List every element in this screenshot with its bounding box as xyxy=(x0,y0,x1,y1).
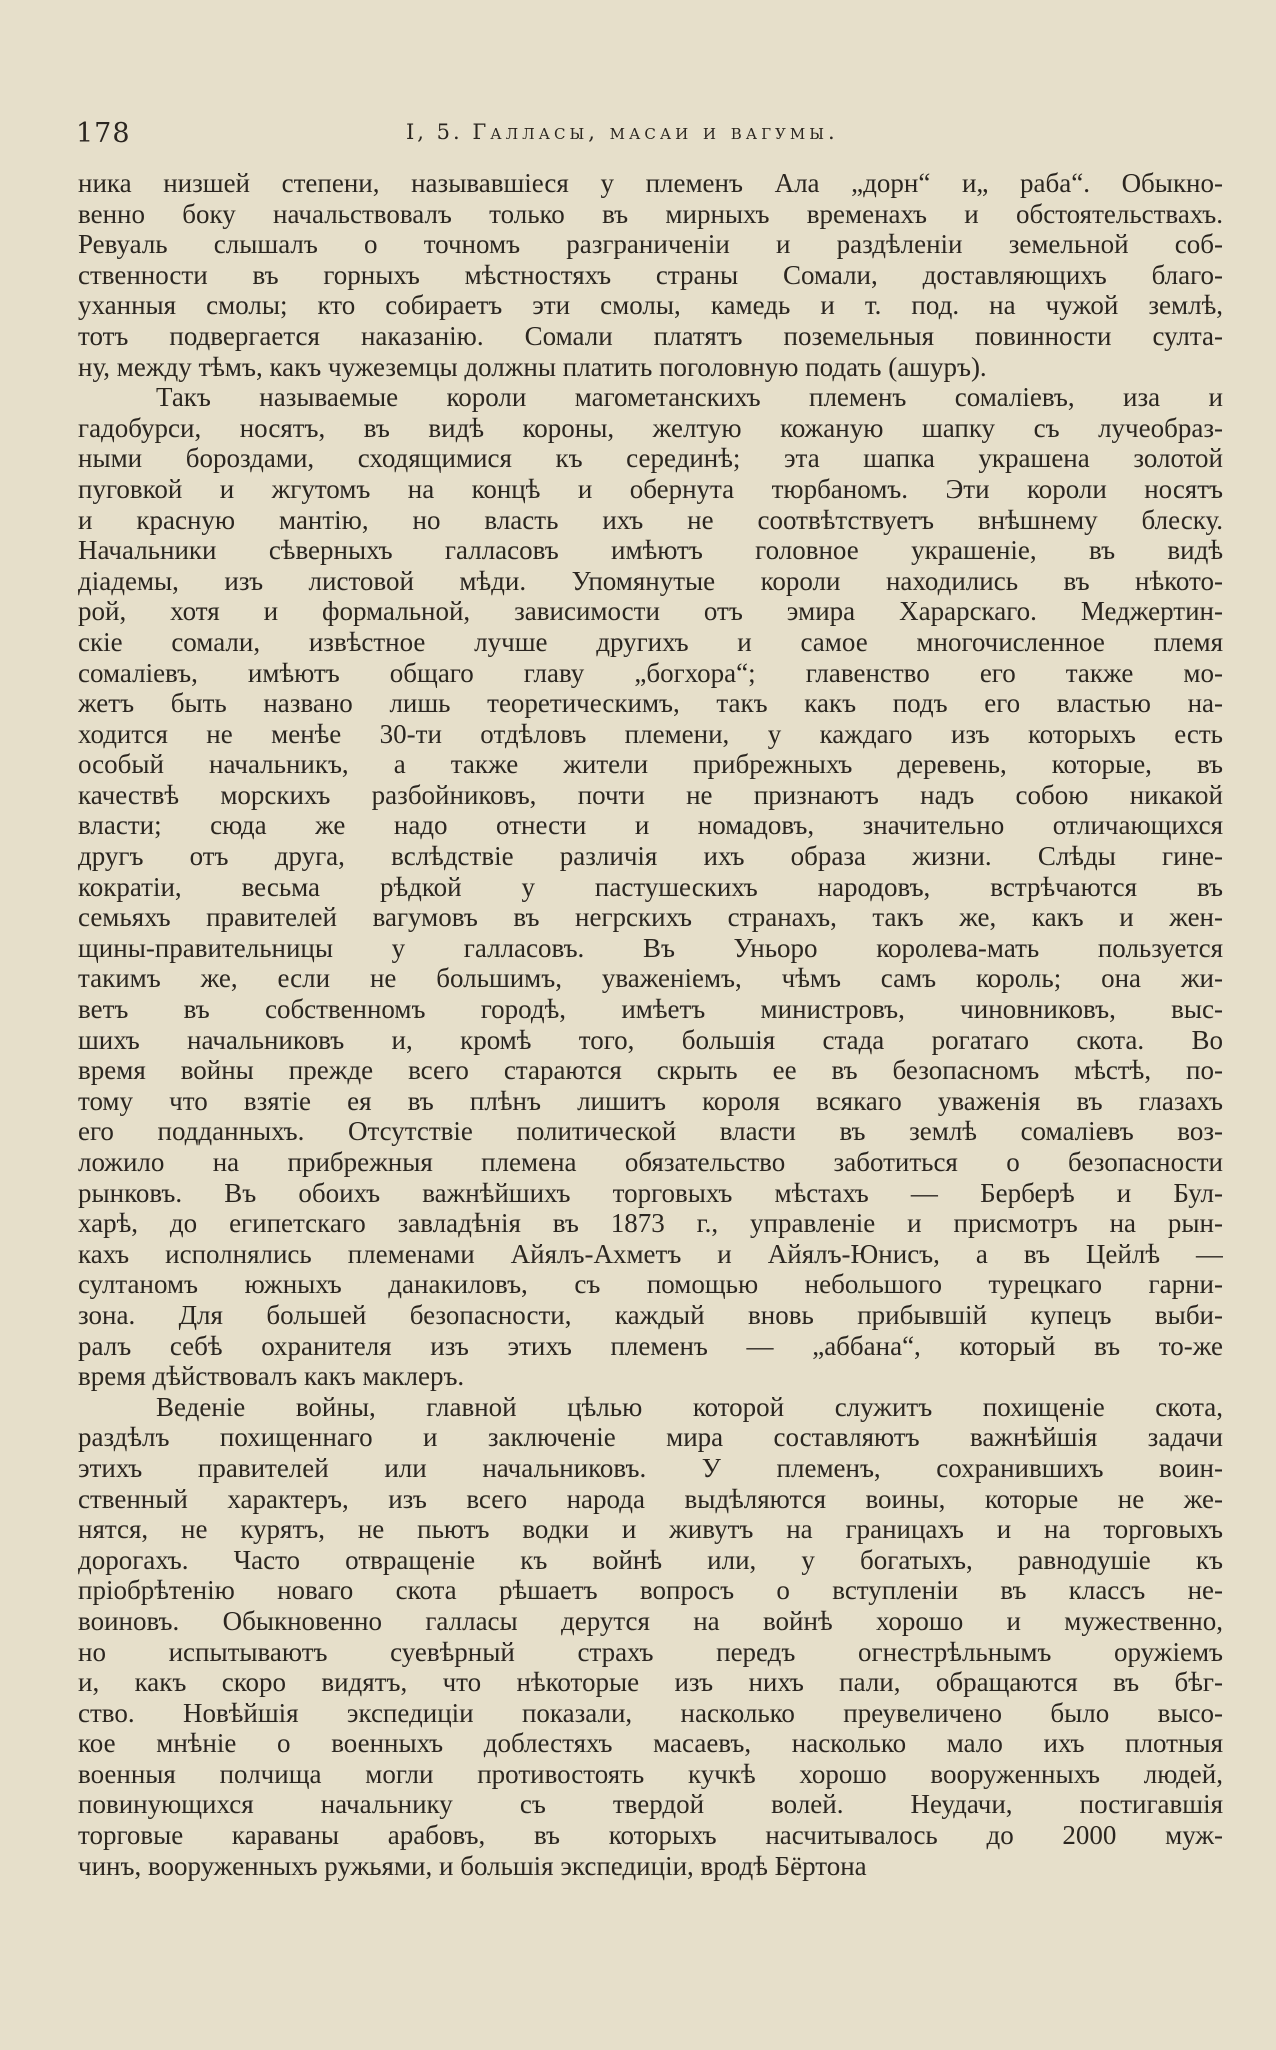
text-line: время дѣйствовалъ какъ маклеръ. xyxy=(78,1361,465,1392)
page-header xyxy=(76,118,1226,154)
text-line: чинъ, вооруженныхъ ружьями, и большія экспедиціи, вродѣ Бёртона xyxy=(78,1850,867,1881)
text-line: ходится не менѣе 30-ти отдѣловъ племени, у каждаго изъ которыхъ есть xyxy=(78,718,1223,749)
text-line: этихъ правителей или начальниковъ. У племенъ, сохранившихъ воин- xyxy=(78,1452,1223,1483)
text-line: ралъ себѣ охранителя изъ этихъ племенъ — „аббана“, который въ то-же xyxy=(78,1330,1223,1361)
text-line: діадемы, изъ листовой мѣди. Упомянутые короли находились въ нѣкото- xyxy=(78,565,1223,596)
text-line: ство. Новѣйшія экспедиціи показали, насколько преувеличено было высо- xyxy=(78,1697,1223,1728)
text-line: власти; сюда же надо отнести и номадовъ, значительно отличающихся xyxy=(78,810,1223,841)
text-line: ственный характеръ, изъ всего народа выдѣляются воины, которые не же- xyxy=(78,1483,1223,1514)
text-line: время войны прежде всего стараются скрыть ее въ безопасномъ мѣстѣ, по- xyxy=(78,1055,1223,1086)
text-line: особый начальникъ, а также жители прибрежныхъ деревень, которые, въ xyxy=(78,749,1223,780)
text-line: другъ отъ друга, вслѣдствіе различія ихъ образа жизни. Слѣды гине- xyxy=(78,841,1223,872)
text-line: венно боку начальствовалъ только въ мирныхъ временахъ и обстоятельствахъ. xyxy=(78,198,1223,229)
text-line: Ревуаль слышалъ о точномъ разграниченіи и раздѣленіи земельной соб- xyxy=(78,229,1223,260)
text-line: нятся, не курятъ, не пьютъ водки и живутъ на границахъ и на торговыхъ xyxy=(78,1514,1223,1545)
text-line: дорогахъ. Часто отвращеніе къ войнѣ или, у богатыхъ, равнодушіе къ xyxy=(78,1544,1223,1575)
text-line: сомаліевъ, имѣютъ общаго главу „богхора“; главенство его также мо- xyxy=(78,657,1223,688)
text-line: зона. Для большей безопасности, каждый вновь прибывшій купецъ выби- xyxy=(78,1299,1223,1330)
running-head xyxy=(406,120,839,144)
text-line: такимъ же, если не большимъ, уваженіемъ, чѣмъ самъ король; она жи- xyxy=(78,963,1223,994)
paragraph xyxy=(78,168,1223,382)
section-number: I, 5. xyxy=(406,120,463,144)
text-line: пріобрѣтенію новаго скота рѣшаетъ вопросъ о вступленіи въ классъ не- xyxy=(78,1575,1223,1606)
text-line: качествѣ морскихъ разбойниковъ, почти не признаютъ надъ собою никакой xyxy=(78,779,1223,810)
running-title: Галласы, масаи и вагумы. xyxy=(472,120,839,144)
text-line: воиновъ. Обыкновенно галласы дерутся на войнѣ хорошо и мужественно, xyxy=(78,1605,1223,1636)
text-line: раздѣлъ похищеннаго и заключеніе мира составляютъ важнѣйшія задачи xyxy=(78,1422,1223,1453)
text-line: и, какъ скоро видятъ, что нѣкоторые изъ нихъ пали, обращаются въ бѣг- xyxy=(78,1667,1223,1698)
text-line: Начальники сѣверныхъ галласовъ имѣютъ головное украшеніе, въ видѣ xyxy=(78,535,1223,566)
text-line: кое мнѣніе о военныхъ доблестяхъ масаевъ, насколько мало ихъ плотныя xyxy=(78,1728,1223,1759)
text-line: семьяхъ правителей вагумовъ въ негрскихъ странахъ, такъ же, какъ и жен- xyxy=(78,902,1223,933)
paragraph xyxy=(78,382,1223,1392)
text-line: ветъ въ собственномъ городѣ, имѣетъ министровъ, чиновниковъ, выс- xyxy=(78,994,1223,1025)
text-line: султаномъ южныхъ данакиловъ, съ помощью небольшого турецкаго гарни- xyxy=(78,1269,1223,1300)
text-line: тотъ подвергается наказанію. Сомали платятъ поземельныя повинности султа- xyxy=(78,320,1223,351)
text-line: шихъ начальниковъ и, кромѣ того, большія стада рогатаго скота. Во xyxy=(78,1024,1223,1055)
text-line: пуговкой и жгутомъ на концѣ и обернута тюрбаномъ. Эти короли носятъ xyxy=(78,473,1223,504)
page-number: 178 xyxy=(76,118,131,149)
text-line: тому что взятіе ея въ плѣнъ лишитъ короля всякаго уваженія въ глазахъ xyxy=(78,1085,1223,1116)
text-line: ственности въ горныхъ мѣстностяхъ страны Сомали, доставляющихъ благо- xyxy=(78,259,1223,290)
text-line: гадобурси, носятъ, въ видѣ короны, желтую кожаную шапку съ лучеобраз- xyxy=(78,412,1223,443)
text-line: ну, между тѣмъ, какъ чужеземцы должны платить поголовную подать (ашуръ). xyxy=(78,351,987,382)
text-line: ложило на прибрежныя племена обязательство заботиться о безопасности xyxy=(78,1147,1223,1177)
text-line: скіе сомали, извѣстное лучше другихъ и самое многочисленное племя xyxy=(78,626,1223,657)
text-line: кахъ исполнялись племенами Айялъ-Ахметъ и Айялъ-Юнисъ, а въ Цейлѣ — xyxy=(78,1238,1223,1269)
text-line: жетъ быть названо лишь теоретическимъ, такъ какъ подъ его властью на- xyxy=(78,688,1223,719)
text-line: рой, хотя и формальной, зависимости отъ эмира Харарскаго. Меджертин- xyxy=(78,596,1223,627)
text-line: кократіи, весьма рѣдкой у пастушескихъ народовъ, встрѣчаются въ xyxy=(78,871,1223,902)
paragraph xyxy=(78,1392,1223,1882)
text-line: повинующихся начальнику съ твердой волей. Неудачи, постигавшія xyxy=(78,1789,1223,1820)
text-line: Веденіе войны, главной цѣлью которой служитъ похищеніе скота, xyxy=(156,1391,1223,1422)
text-line: рынковъ. Въ обоихъ важнѣйшихъ торговыхъ мѣстахъ — Берберѣ и Бул- xyxy=(78,1177,1223,1208)
text-line: но испытываютъ суевѣрный страхъ передъ огнестрѣльнымъ оружіемъ xyxy=(78,1636,1223,1667)
text-line: торговые караваны арабовъ, въ которыхъ насчитывалось до 2000 муж- xyxy=(78,1820,1223,1851)
text-line: военныя полчища могли противостоять кучкѣ хорошо вооруженныхъ людей, xyxy=(78,1758,1223,1789)
text-line: харѣ, до египетскаго завладѣнія въ 1873 г., управленіе и присмотръ на рын- xyxy=(78,1208,1223,1239)
text-line: и красную мантію, но власть ихъ не соотвѣтствуетъ внѣшнему блеску. xyxy=(78,504,1223,535)
text-line: ными бороздами, сходящимися къ серединѣ; эта шапка украшена золотой xyxy=(78,443,1223,474)
text-line: Такъ называемые короли магометанскихъ племенъ сомаліевъ, иза и xyxy=(156,382,1223,413)
text-line: ника низшей степени, называвшіеся у племенъ Ала „дорн“ и„ раба“. Обыкно- xyxy=(78,168,1223,198)
text-line: его подданныхъ. Отсутствіе политической власти въ землѣ сомаліевъ воз- xyxy=(78,1116,1223,1147)
text-line: уханныя смолы; кто собираетъ эти смолы, камедь и т. под. на чужой землѣ, xyxy=(78,290,1223,321)
text-line: щины-правительницы у галласовъ. Въ Уньоро королева-мать пользуется xyxy=(78,932,1223,963)
body-text xyxy=(78,168,1223,1881)
